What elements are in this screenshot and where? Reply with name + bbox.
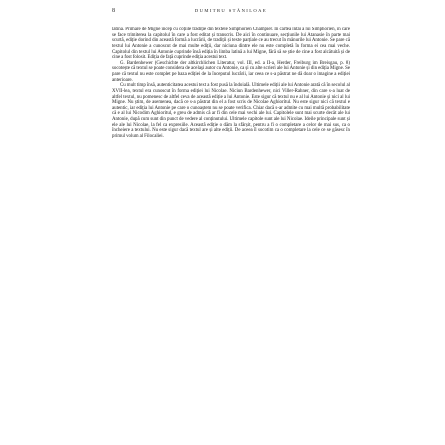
page-header [112,7,350,17]
running-head: DUMITRU STĂNILOAE [194,8,268,13]
body-text [112,27,350,437]
paragraph: Cu mult timp însă, autenticitatea acestui text a fost pusă la îndoială. Ultimele ediții ale lui Antonie arată că în secolul al XVII-lea, textul era cunoscut în forma ediției lui Nicolae. Niciun Bardenhewer, nici Viller-Rahner, din care s-a luat de altfel textul, nu pomenesc de altfel ceva de această ediție a lui Antonie. Este sigur că textul nu e al lui Antonie și nici al lui Migne. Nu știm, de asemenea, dacă ce s-a păstrat din el a fost scris de Nicolae Aghiorítul. Nu este sigur nici că textul e autentic, iar ediția lui Antonie pe care o cunoaștem nu se poate verifica. Chiar dacă s-ar admite cu mai multă probabilitate că e al lui Nicodim Aghioritul, e greu de admis că ar fi din cele mai vechi ale lui. Capitolele sunt mai scurte decât ale lui Antonie, după cum sunt din punct de vedere al conținutului. Ultimele capitole sunt ale lui Nicolae. Ideile principale sunt și ele ale lui Nicolae, la fel ca expresiile. Această ediție o dăm la sfârșit, pentru a fi o completare a celor de mai sus, ca o încheiere a textului. Nu este sigur dacă textul are și alte ediții. De aceea îl socotim ca o completare la cele ce se găsesc în primul volum al Filocaliei. [112,83,350,139]
paragraph: G. Bardenhewer (Geschichte der altkirchlichen Literatur, vol. III, ed. a II-a, Herder, Freiburg im Breisgau, p. 8) socotește că textul se poate considera de acelaşi autor cu Antonie, ca și cu alte scrieri ale lui Antonie și din ediția Migne. Se pare că textul nu este complet pe baza ediției de la începutul lucrării, iar ceea ce s-a păstrat ne dă doar o imagine a ediției anterioare. [112,60,350,83]
paragraph: latină. Primare de Migne încep cu coțiile tradiție din textele Simphorien Champier. În cartea întâi a lui Simphorien, în care se face trimiterea la capitolul în care a fost editat și transcris. De aici în continuare, secțiunile lui Atanasie în parte mai scurtă, ediție dorind din această formă a lucrării, de tradiții și texte parțiale ce au trecut în mânurile lui Antonie. Se pare că textul lui Antonie a cunoscut de mai multe ediții, dar niciuna dintre ele nu este completă în forma ei cea mai veche. Capitolul din textul lui Antonie cuprinde însă ediția în limba latină a lui Migne, fără să se știe de cine a fost alcătuită și de cine a fost folosit. Ediția de față cuprinde ediția acestui text. [112,27,350,61]
page-number: 8 [112,8,115,14]
